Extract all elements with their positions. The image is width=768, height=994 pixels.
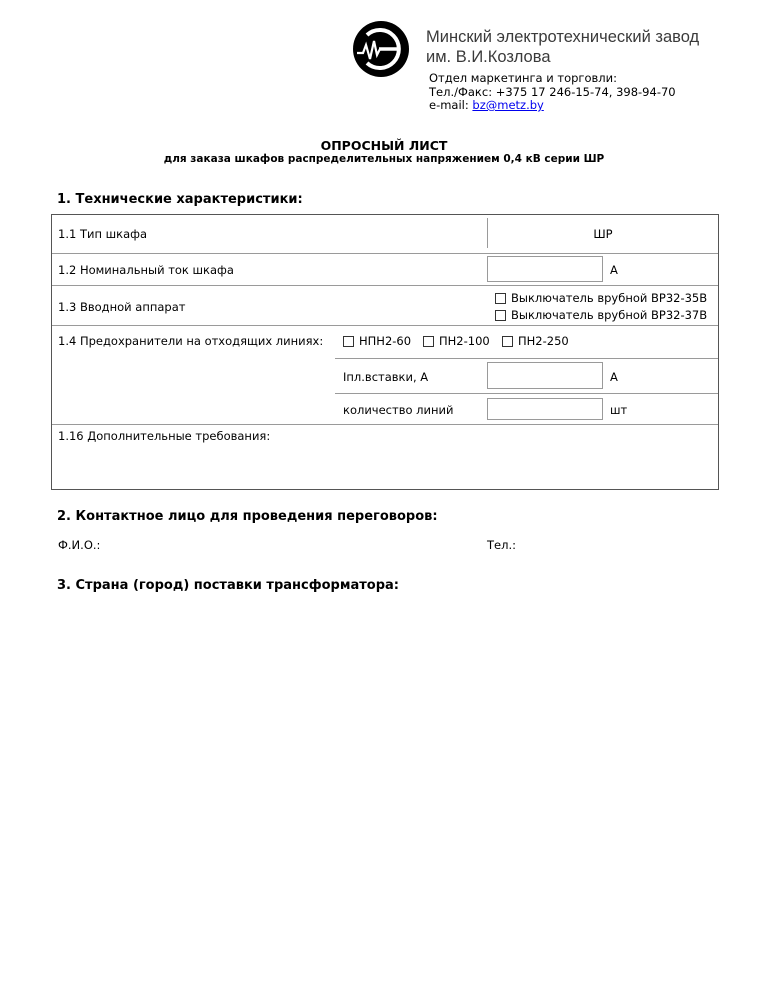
lines-count-label: количество линий xyxy=(343,403,454,417)
option-label: Выключатель врубной ВР32-37В xyxy=(511,308,708,322)
email-label: e-mail: xyxy=(429,98,473,112)
option-label: ПН2-250 xyxy=(518,334,569,348)
company-name-line2: им. В.И.Козлова xyxy=(426,48,551,66)
section2-heading: 2. Контактное лицо для проведения переговоров: xyxy=(57,509,438,524)
section1-heading: 1. Технические характеристики: xyxy=(57,192,303,207)
option-pn2-100[interactable] xyxy=(423,334,490,348)
section3-heading: 3. Страна (город) поставки трансформатора: xyxy=(57,578,399,593)
fuse-insert-current-unit: А xyxy=(610,370,618,384)
lines-count-unit: шт xyxy=(610,403,628,417)
option-pn2-250[interactable] xyxy=(502,334,569,348)
option-label: НПН2-60 xyxy=(359,334,412,348)
option-npn2-60[interactable] xyxy=(343,334,411,348)
fuses-label: 1.4 Предохранители на отходящих линиях: xyxy=(58,334,324,348)
email-line xyxy=(429,99,676,113)
contacts-block xyxy=(429,72,676,113)
option-label: ПН2-100 xyxy=(439,334,490,348)
document-title: ОПРОСНЫЙ ЛИСТ xyxy=(320,138,448,153)
checkbox[interactable] xyxy=(495,293,506,304)
tech-spec-table xyxy=(51,214,719,490)
extra-requirements-label: 1.16 Дополнительные требования: xyxy=(58,429,271,443)
department-label: Отдел маркетинга и торговли: xyxy=(429,71,617,85)
fuse-insert-current-label: Iпл.вставки, А xyxy=(343,370,429,384)
contact-name-label: Ф.И.О.: xyxy=(58,538,101,552)
option-vr32-37v[interactable] xyxy=(495,308,707,322)
company-name-line1: Минский электротехнический завод xyxy=(426,28,700,46)
row-divider xyxy=(335,393,718,394)
rated-current-input[interactable] xyxy=(487,256,603,282)
row-divider xyxy=(52,325,718,326)
contact-phone-label: Тел.: xyxy=(487,538,516,552)
phone-fax: Тел./Факс: +375 17 246-15-74, 398-94-70 xyxy=(429,84,676,99)
cabinet-type-label: 1.1 Тип шкафа xyxy=(58,227,148,241)
checkbox[interactable] xyxy=(495,310,506,321)
rated-current-unit: А xyxy=(610,263,618,277)
row-divider xyxy=(52,424,718,425)
checkbox[interactable] xyxy=(502,336,513,347)
input-device-label: 1.3 Вводной аппарат xyxy=(58,300,186,314)
email-link[interactable]: bz@metz.by xyxy=(472,98,544,112)
option-vr32-35v[interactable] xyxy=(495,291,707,305)
row-divider xyxy=(52,285,718,286)
row-divider xyxy=(52,253,718,254)
row-divider xyxy=(335,358,718,359)
fuse-insert-current-input[interactable] xyxy=(487,362,603,389)
option-label: Выключатель врубной ВР32-35В xyxy=(511,291,708,305)
checkbox[interactable] xyxy=(343,336,354,347)
lines-count-input[interactable] xyxy=(487,398,603,420)
checkbox[interactable] xyxy=(423,336,434,347)
rated-current-label: 1.2 Номинальный ток шкафа xyxy=(58,263,234,277)
company-logo xyxy=(353,21,409,77)
document-subtitle: для заказа шкафов распределительных напряжением 0,4 кВ серии ШР xyxy=(163,153,605,165)
company-name xyxy=(426,27,699,67)
cabinet-type-value: ШР xyxy=(593,227,613,241)
